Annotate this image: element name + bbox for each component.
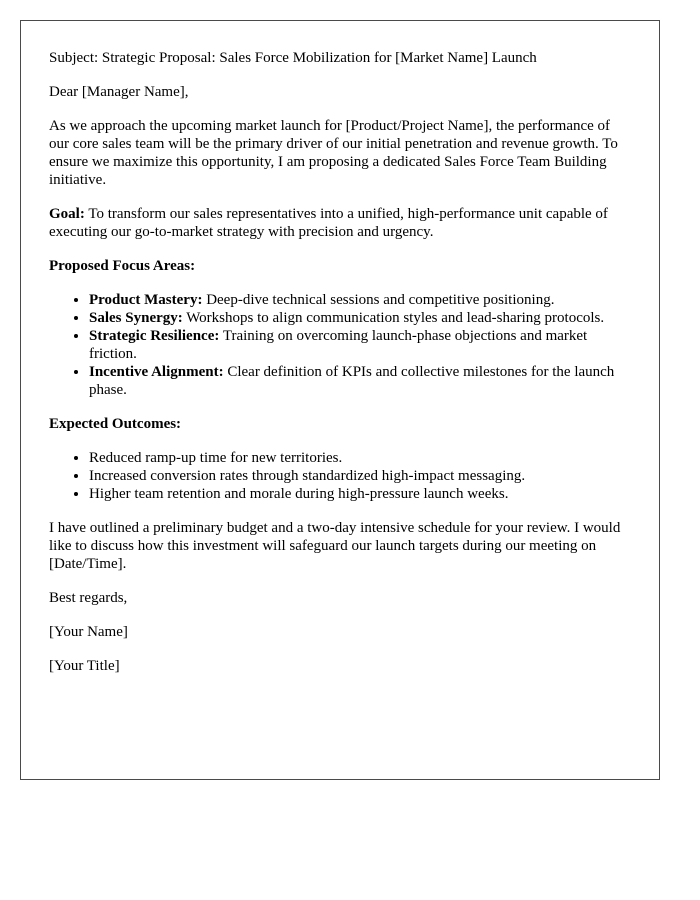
goal-label: Goal:: [49, 206, 85, 222]
letter-document: [20, 20, 660, 780]
focus-item-label: Incentive Alignment:: [89, 364, 224, 380]
signature-title: [Your Title]: [49, 658, 120, 674]
focus-item-text: Clear definition of KPIs and collective milestones for the launch phase.: [89, 364, 615, 398]
list-item: [89, 309, 631, 327]
outcomes-list: [49, 449, 631, 503]
list-item: • Reduced ramp-up time for new territories.: [89, 449, 631, 467]
closing-paragraph: I have outlined a preliminary budget and a two-day intensive schedule for your review. I would like to discuss how this investment will safeguard our launch targets during our meeting on [Date/Time].: [49, 520, 621, 572]
focus-item-text: Deep-dive technical sessions and competitive positioning.: [202, 292, 555, 308]
focus-item-label: Strategic Resilience:: [89, 328, 220, 344]
focus-item-text: Workshops to align communication styles and lead-sharing protocols.: [182, 310, 605, 326]
focus-item-text: Training on overcoming launch-phase objections and market friction.: [89, 328, 588, 362]
goal-text: To transform our sales representatives into a unified, high-performance unit capable of executing our go-to-market strategy with precision and urgency.: [49, 206, 608, 240]
subject-line: Subject: Strategic Proposal: Sales Force Mobilization for [Market Name] Launch: [49, 50, 537, 66]
outcomes-heading-text: Expected Outcomes:: [49, 416, 182, 432]
list-item: [89, 363, 631, 399]
focus-list: [49, 291, 631, 399]
outcomes-heading: [49, 415, 631, 433]
signoff: Best regards,: [49, 590, 128, 606]
intro-paragraph: As we approach the upcoming market launch for [Product/Project Name], the performance of our core sales team will be the primary driver of our initial penetration and revenue growth. To ensure we maximize this opportunity, I am proposing a dedicated Sales Force Team Building initiative.: [49, 118, 618, 188]
list-item: [89, 327, 631, 363]
focus-item-label: Product Mastery:: [89, 292, 203, 308]
focus-item-label: Sales Synergy:: [89, 310, 183, 326]
focus-heading-text: Proposed Focus Areas:: [49, 258, 196, 274]
list-item: [89, 291, 631, 309]
focus-heading: [49, 257, 631, 275]
salutation: Dear [Manager Name],: [49, 84, 189, 100]
signature-name: [Your Name]: [49, 624, 128, 640]
goal-paragraph: [49, 205, 631, 241]
list-item: • Increased conversion rates through standardized high-impact messaging.: [89, 467, 631, 485]
list-item: • Higher team retention and morale during high-pressure launch weeks.: [89, 485, 631, 503]
